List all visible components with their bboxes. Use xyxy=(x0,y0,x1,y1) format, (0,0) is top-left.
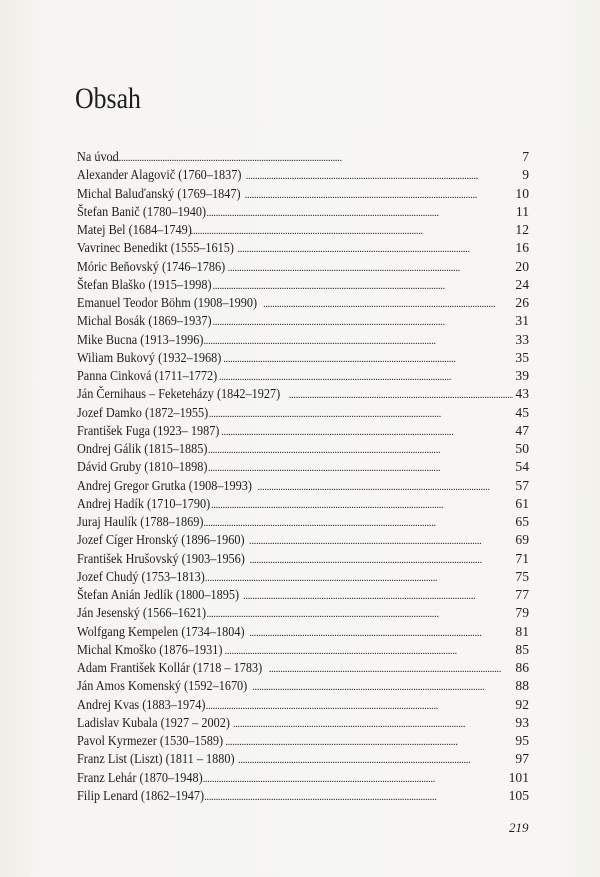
toc-entry xyxy=(77,550,529,568)
dot-leader xyxy=(206,204,514,222)
toc-entry xyxy=(77,714,529,732)
dot-leader xyxy=(249,624,513,642)
toc-entry-label: Na úvod xyxy=(77,149,119,164)
toc-entry-page: 65 xyxy=(515,514,529,529)
dot-leader xyxy=(263,295,513,313)
dot-leader xyxy=(289,386,514,404)
dot-leader xyxy=(257,478,513,496)
toc-entry xyxy=(77,440,529,458)
toc-entry xyxy=(77,787,529,805)
toc-entry xyxy=(77,769,529,787)
toc-entry xyxy=(77,604,529,622)
dot-leader xyxy=(269,660,514,678)
toc-entry-label: Andrej Gregor Grutka (1908–1993) xyxy=(77,477,252,493)
toc-entry xyxy=(77,148,529,166)
toc-entry-label: Filip Lenard (1862–1947) xyxy=(77,787,205,803)
toc-entry-label: Juraj Haulík (1788–1869) xyxy=(77,514,204,529)
toc-entry-page: 11 xyxy=(515,203,529,219)
toc-entry-page: 12 xyxy=(515,222,529,237)
dot-leader xyxy=(221,423,513,441)
toc-entry xyxy=(77,385,529,403)
toc-entry xyxy=(77,367,529,385)
toc-entry-page: 24 xyxy=(515,276,529,292)
dot-leader xyxy=(249,532,513,550)
toc-entry-page: 71 xyxy=(515,550,529,566)
dot-leader xyxy=(228,259,514,277)
toc-entry-label: Wiliam Bukový (1932–1968) xyxy=(77,349,222,365)
toc-entry-label: Ján Jesenský (1566–1621) xyxy=(77,605,207,621)
toc-entry xyxy=(77,258,529,276)
toc-entry-label: Alexander Alagovič (1760–1837) xyxy=(77,167,242,183)
dot-leader xyxy=(208,441,514,459)
toc-entry-page: 45 xyxy=(515,404,529,420)
toc-entry-page: 43 xyxy=(515,386,529,402)
dot-leader xyxy=(243,587,513,605)
toc-entry-page: 31 xyxy=(515,313,529,329)
dot-leader xyxy=(208,459,514,477)
dot-leader xyxy=(245,186,514,204)
toc-entry-label: Franz Lehár (1870–1948) xyxy=(77,769,203,785)
toc-entry-label: Štefan Banič (1780–1940) xyxy=(77,203,207,219)
toc-entry-label: Franz List (Liszt) (1811 – 1880) xyxy=(77,751,235,767)
toc-entry-label: Štefan Anián Jedlík (1800–1895) xyxy=(77,587,240,602)
toc-entry-page: 77 xyxy=(515,587,529,602)
dot-leader xyxy=(252,678,513,696)
page-title: Obsah xyxy=(75,82,141,115)
toc-entry-page: 61 xyxy=(515,495,529,511)
toc-entry-label: Matej Bel (1684–1749) xyxy=(77,222,192,237)
dot-leader xyxy=(191,222,514,240)
toc-entry-page: 35 xyxy=(515,349,529,365)
toc-entry-label: Panna Cinková (1711–1772) xyxy=(77,368,218,383)
toc-entry-page: 9 xyxy=(522,167,529,183)
toc-entry xyxy=(77,531,529,549)
dot-leader xyxy=(203,332,513,350)
dot-leader xyxy=(203,514,513,532)
dot-leader xyxy=(204,788,506,806)
toc-entry xyxy=(77,203,529,221)
toc-entry xyxy=(77,185,529,203)
dot-leader xyxy=(233,715,514,733)
dot-leader xyxy=(211,496,513,514)
page-number: 219 xyxy=(509,820,529,835)
toc-entry-label: Adam František Kollár (1718 – 1783) xyxy=(77,660,263,675)
toc-entry-label: Michal Baluďanský (1769–1847) xyxy=(77,185,241,201)
toc-entry-page: 75 xyxy=(515,568,529,584)
toc-entry xyxy=(77,458,529,476)
toc-entry-label: Ján Černihaus – Feketeházy (1842–1927) xyxy=(77,386,281,402)
dot-leader xyxy=(206,605,513,623)
toc-entry-label: František Hrušovský (1903–1956) xyxy=(77,550,245,566)
toc-entry xyxy=(77,477,529,495)
toc-entry-page: 20 xyxy=(515,258,529,274)
toc-entry-page: 93 xyxy=(515,714,529,730)
toc-entry xyxy=(77,623,529,641)
toc-entry-page: 86 xyxy=(515,660,529,675)
toc-entry-page: 81 xyxy=(515,623,529,639)
toc-entry-page: 92 xyxy=(515,696,529,712)
toc-entry-label: Ondrej Gálik (1815–1885) xyxy=(77,441,208,456)
toc-entry xyxy=(77,750,529,768)
toc-entry-page: 54 xyxy=(515,459,529,475)
toc-entry-page: 47 xyxy=(515,422,529,438)
toc-entry-label: Michal Bosák (1869–1937) xyxy=(77,313,212,329)
toc-entry xyxy=(77,349,529,367)
toc-entry xyxy=(77,331,529,349)
toc-entry xyxy=(77,659,529,677)
toc-entry-page: 26 xyxy=(515,295,529,310)
toc-entry-page: 85 xyxy=(515,641,529,657)
dot-leader xyxy=(225,733,513,751)
toc-entry-page: 88 xyxy=(515,678,529,694)
toc-entry xyxy=(77,404,529,422)
toc-entry-page: 7 xyxy=(522,149,529,164)
toc-entry xyxy=(77,568,529,586)
toc-entry xyxy=(77,732,529,750)
dot-leader xyxy=(205,569,514,587)
dot-leader xyxy=(219,368,514,386)
toc-entry xyxy=(77,513,529,531)
toc-entry xyxy=(77,294,529,312)
toc-entry xyxy=(77,166,529,184)
dot-leader xyxy=(238,751,513,769)
dot-leader xyxy=(203,770,507,788)
toc-entry-label: Jozef Chudý (1753–1813) xyxy=(77,568,205,584)
toc-entry-page: 50 xyxy=(515,441,529,456)
toc-entry-label: Štefan Blaško (1915–1998) xyxy=(77,276,212,292)
toc-entry-label: Ján Amos Komenský (1592–1670) xyxy=(77,678,248,694)
dot-leader xyxy=(246,167,517,185)
dot-leader xyxy=(212,313,513,331)
toc-entry xyxy=(77,422,529,440)
toc-entry-label: Dávid Gruby (1810–1898) xyxy=(77,459,208,475)
dot-leader xyxy=(206,697,514,715)
toc-entry xyxy=(77,641,529,659)
toc-entry-label: Vavrinec Benedikt (1555–1615) xyxy=(77,240,234,256)
toc-entry-page: 101 xyxy=(508,769,529,785)
dot-leader xyxy=(109,149,517,167)
toc-entry-label: Andrej Kvas (1883–1974) xyxy=(77,696,206,712)
toc-entry-label: Wolfgang Kempelen (1734–1804) xyxy=(77,623,245,639)
toc-entry xyxy=(77,312,529,330)
toc-entry-page: 10 xyxy=(515,185,529,201)
toc-entry-label: Mike Bucna (1913–1996) xyxy=(77,331,204,347)
toc-entry-label: Jozef Cíger Hronský (1896–1960) xyxy=(77,532,245,548)
toc-entry xyxy=(77,239,529,257)
toc-entry-page: 97 xyxy=(515,751,529,767)
toc-entry-label: František Fuga (1923– 1987) xyxy=(77,422,220,438)
toc-entry-page: 69 xyxy=(515,532,529,548)
toc-entry xyxy=(77,276,529,294)
dot-leader xyxy=(237,240,513,258)
toc-entry-page: 33 xyxy=(515,331,529,347)
toc-entry-page: 95 xyxy=(515,733,529,748)
toc-entry-page: 57 xyxy=(515,477,529,493)
toc-entry-label: Pavol Kyrmezer (1530–1589) xyxy=(77,733,224,748)
toc-entry-page: 105 xyxy=(508,787,529,803)
toc-entry xyxy=(77,221,529,239)
toc-entry xyxy=(77,677,529,695)
toc-entry xyxy=(77,495,529,513)
dot-leader xyxy=(223,350,513,368)
toc-entry-page: 16 xyxy=(515,240,529,256)
table-of-contents xyxy=(77,148,529,805)
dot-leader xyxy=(212,277,513,295)
toc-entry-label: Jozef Damko (1872–1955) xyxy=(77,404,209,420)
dot-leader xyxy=(209,405,514,423)
toc-entry xyxy=(77,586,529,604)
toc-entry-label: Móric Beňovský (1746–1786) xyxy=(77,258,226,274)
toc-entry-label: Ladislav Kubala (1927 – 2002) xyxy=(77,714,230,730)
toc-entry-label: Emanuel Teodor Böhm (1908–1990) xyxy=(77,295,258,310)
dot-leader xyxy=(225,642,514,660)
toc-entry-label: Andrej Hadík (1710–1790) xyxy=(77,495,211,511)
toc-entry xyxy=(77,696,529,714)
dot-leader xyxy=(249,551,513,569)
toc-entry-label: Michal Kmoško (1876–1931) xyxy=(77,641,223,657)
toc-entry-page: 79 xyxy=(515,605,529,621)
toc-entry-page: 39 xyxy=(515,368,529,383)
